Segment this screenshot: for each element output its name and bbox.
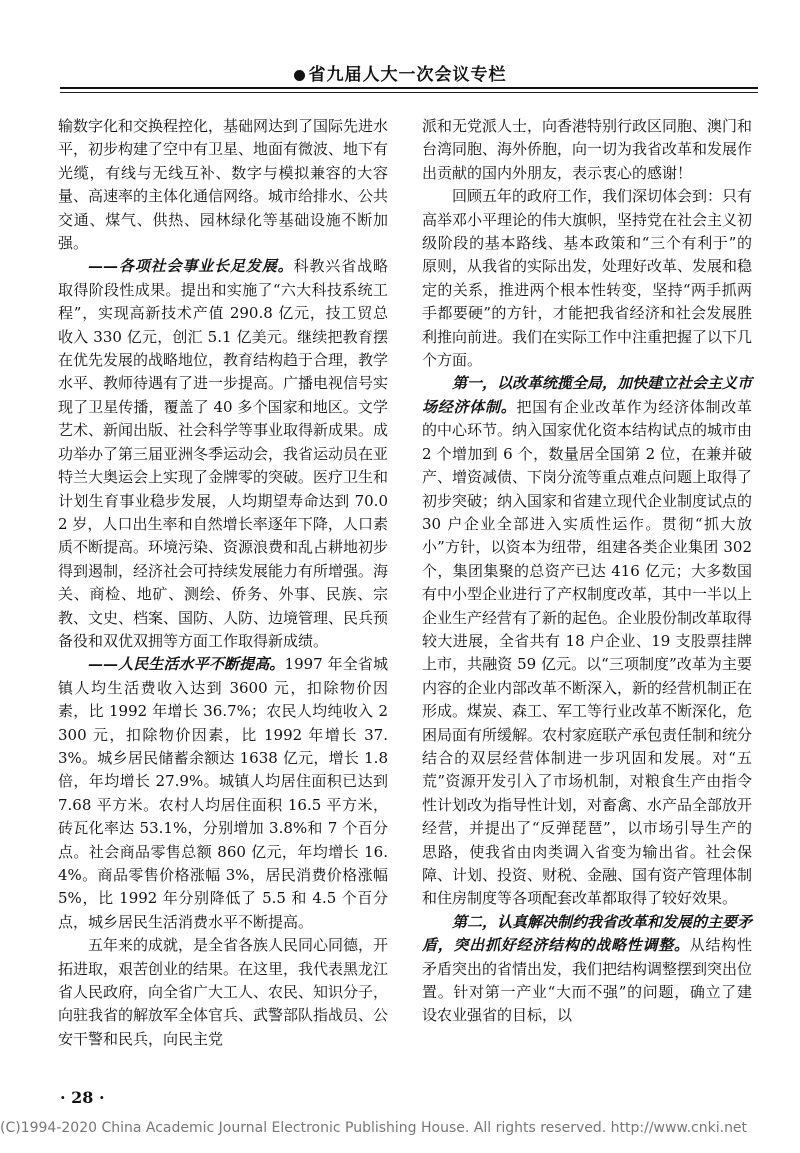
paragraph xyxy=(422,372,752,910)
right-column xyxy=(422,115,752,1028)
paragraph-text: 科教兴省战略取得阶段性成果。提出和实施了“六大科技系统工程”，实现高新技术产值 290.8 亿元，技工贸总收入 330 亿元，创汇 5.1 亿美元。继续把教育摆在优先发展的战略地位，教育结构趋于合理，教学水平、教师待遇有了进一步提高。广播电视信号实现了卫星传播，覆盖了 40 多个国家和地区。文学艺术、新闻出版、社会科学等事业取得新成果。成功举办了第三届亚洲冬季运动会，我省运动员在亚特兰大奥运会上实现了金牌零的突破。医疗卫生和计划生育事业稳步发展，人均期望寿命达到 70.02 岁，人口出生率和自然增长率逐年下降，人口素质不断提高。环境污染、资源浪费和乱占耕地初步得到遏制，经济社会可持续发展能力有所增强。海关、商检、地矿、测绘、侨务、外事、民族、宗教、文史、档案、国防、人防、边境管理、民兵预备役和双优双拥等方面工作取得新成绩。 xyxy=(58,257,389,650)
left-column xyxy=(58,115,388,1051)
paragraph-text: 派和无党派人士，向香港特别行政区同胞、澳门和台湾同胞、海外侨胞，向一切为我省改革和发展作出贡献的国内外朋友，表示衷心的感谢！ xyxy=(422,117,753,182)
header-rule-bottom xyxy=(60,92,758,93)
paragraph xyxy=(422,911,752,1028)
continued-paragraph xyxy=(422,115,752,185)
paragraph-heading: 第一，以改革统揽全局，加快建立社会主义市场经济体制。 xyxy=(422,374,753,416)
paragraph xyxy=(58,934,388,1051)
paragraph-heading: 第二，认真解决制约我省改革和发展的主要矛盾，突出抓好经济结构的战略性调整。 xyxy=(422,912,753,955)
paragraph-text: 五年来的成就，是全省各族人民同心同德，开拓进取，艰苦创业的结果。在这里，我代表黑龙江省人民政府，向全省广大工人、农民、知识分子，向驻我省的解放军全体官兵、武警部队指战员、公安干警和民兵，向民主党 xyxy=(58,936,389,1048)
paragraph-text: 1997 年全省城镇人均生活费收入达到 3600 元，扣除物价因素，比 1992 年增长 36.7%；农民人均纯收入 2300 元，扣除物价因素，比 1992 年增长 37.3%。城乡居民储蓄余额达 1638 亿元，增长 1.8 倍，年均增长 27.9%。城镇人均居住面积已达到 7.68 平方米。农村人均居住面积 16.5 平方米，砖瓦化率达 53.1%，分别增加 3.8%和 7 个百分点。社会商品零售总额 860 亿元，年均增长 16.4%。商品零售价格涨幅 3%，居民消费价格涨幅 5%，比 1992 年分别降低了 5.5 和 4.5 个百分点，城乡居民生活消费水平不断提高。 xyxy=(58,655,388,931)
header-title: 省九届人大一次会议专栏 xyxy=(308,65,507,85)
paragraph xyxy=(422,185,752,372)
header-rule-top xyxy=(60,87,758,89)
paragraph-heading: ——人民生活水平不断提高。 xyxy=(88,655,285,674)
paragraph xyxy=(58,653,388,934)
paragraph-text: 把国有企业改革作为经济体制改革的中心环节。纳入国家优化资本结构试点的城市由 2 个增加到 6 个，数量居全国第 2 位，在兼并破产、增资减债、下岗分流等重点难点问题上取得了初步突破；纳入国家和省建立现代企业制度试点的 30 户企业全部进入实质性运作。贯彻“抓大放小”方针，以资本为纽带，组建各类企业集团 302 个，集团集聚的总资产已达 416 亿元；大多数国有中小型企业进行了产权制度改革，其中一半以上企业生产经营有了新的起色。企业股份制改革取得较大进展，全省共有 18 户企业、19 支股票挂牌上市，共融资 59 亿元。以“三项制度”改革为主要内容的企业内部改革不断深入，新的经营机制正在形成。煤炭、森工、军工等行业改革不断深化，危困局面有所缓解。农村家庭联产承包责任制和统分结合的双层经营体制进一步巩固和发展。对“五荒”资源开发引入了市场机制，对粮食生产由指令性计划改为指导性计划，对畜禽、水产品全部放开经营，并提出了“反弹琵琶”，以市场引导生产的思路，使我省由肉类调入省变为输出省。社会保障、计划、投资、财税、金融、国有资产管理体制和住房制度等各项配套改革都取得了较好效果。 xyxy=(422,397,753,908)
paragraph-text: 从结构性矛盾突出的省情出发，我们把结构调整摆到突出位置。针对第一产业“大而不强”的问题，确立了建设农业强省的目标，以 xyxy=(422,936,753,1025)
bullet-icon xyxy=(294,70,305,81)
copyright-notice: (C)1994-2020 China Academic Journal Electronic Publishing House. All rights reserved. http://www.cnki.net xyxy=(0,1120,748,1136)
paragraph-text: 回顾五年的政府工作，我们深切体会到：只有高举邓小平理论的伟大旗帜，坚持党在社会主义初级阶段的基本路线、基本政策和“三个有利于”的原则，从我省的实际出发，处理好改革、发展和稳定的关系，推进两个根本性转变，坚持“两手抓两手都要硬”的方针，才能把我省经济和社会发展胜利推向前进。我们在实际工作中注重把握了以下几个方面。 xyxy=(422,187,753,370)
continued-paragraph xyxy=(58,115,388,255)
paragraph xyxy=(58,255,388,653)
section-header xyxy=(0,60,800,85)
paragraph-heading: ——各项社会事业长足发展。 xyxy=(88,257,294,276)
page-number: · 28 · xyxy=(60,1088,105,1107)
paragraph-text: 输数字化和交换程控化，基础网达到了国际先进水平，初步构建了空中有卫星、地面有微波、地下有光缆，有线与无线互补、数字与模拟兼容的大容量、高速率的主体化通信网络。城市给排水、公共交通、煤气、供热、园林绿化等基础设施不断加强。 xyxy=(58,117,389,253)
